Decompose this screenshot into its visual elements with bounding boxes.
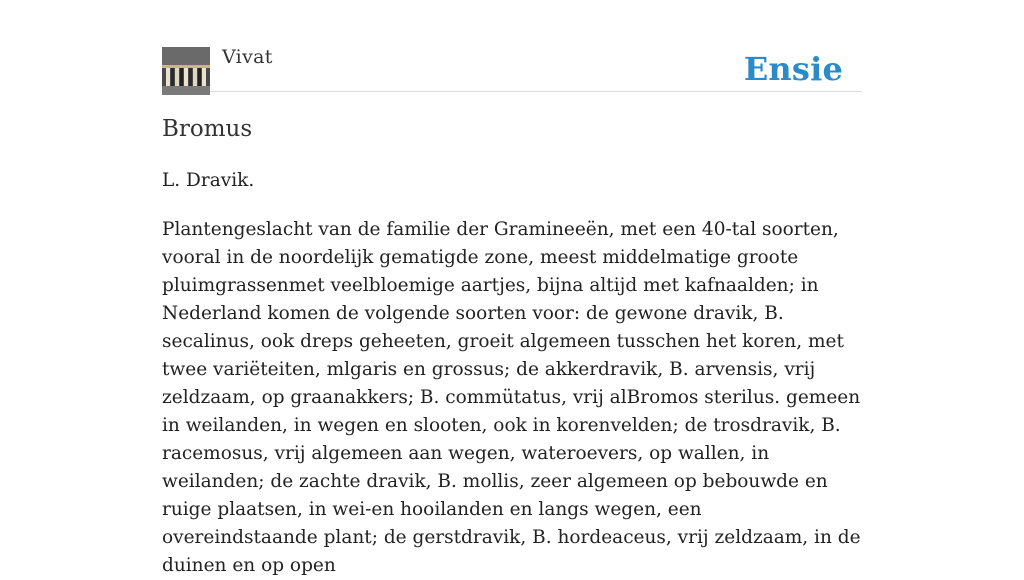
article-body: Plantengeslacht van de familie der Gramineeën, met een 40-tal soorten, vooral in de noordelijk gematigde zone, meest middelmatige groote pluimgrassenmet veelbloemige aartjes, bijna altijd met kafnaalden; in Nederland komen de volgende soorten voor: de gewone dravik, B. secalinus, ook dreps geheeten, groeit algemeen tusschen het koren, met twee variëteiten, mlgaris en grossus; de akkerdravik, B. arvensis, vrij zeldzaam, op graanakkers; B. commütatus, vrij alBromos sterilus. gemeen in weilanden, in wegen en slooten, ook in korenvelden; de trosdravik, B. racemosus, vrij algemeen aan wegen, wateroevers, op wallen, in weilanden; de zachte dravik, B. mollis, zeer algemeen op bebouwde en ruige plaatsen, in wei-en hooilanden en langs wegen, een overeindstaande plant; de gerstdravik, B. hordeaceus, vrij zeldzaam, in de duinen en op open xyxy=(162,219,861,576)
source-avatar[interactable] xyxy=(162,47,210,95)
book-spines-icon xyxy=(162,47,210,95)
article-title: Bromus xyxy=(162,116,253,142)
article-page xyxy=(162,0,862,576)
source-name[interactable]: Vivat xyxy=(222,46,273,68)
brand-logo[interactable]: Ensie xyxy=(743,50,843,88)
article-abbreviation: L. Dravik. xyxy=(162,170,255,191)
page-header xyxy=(162,0,862,92)
